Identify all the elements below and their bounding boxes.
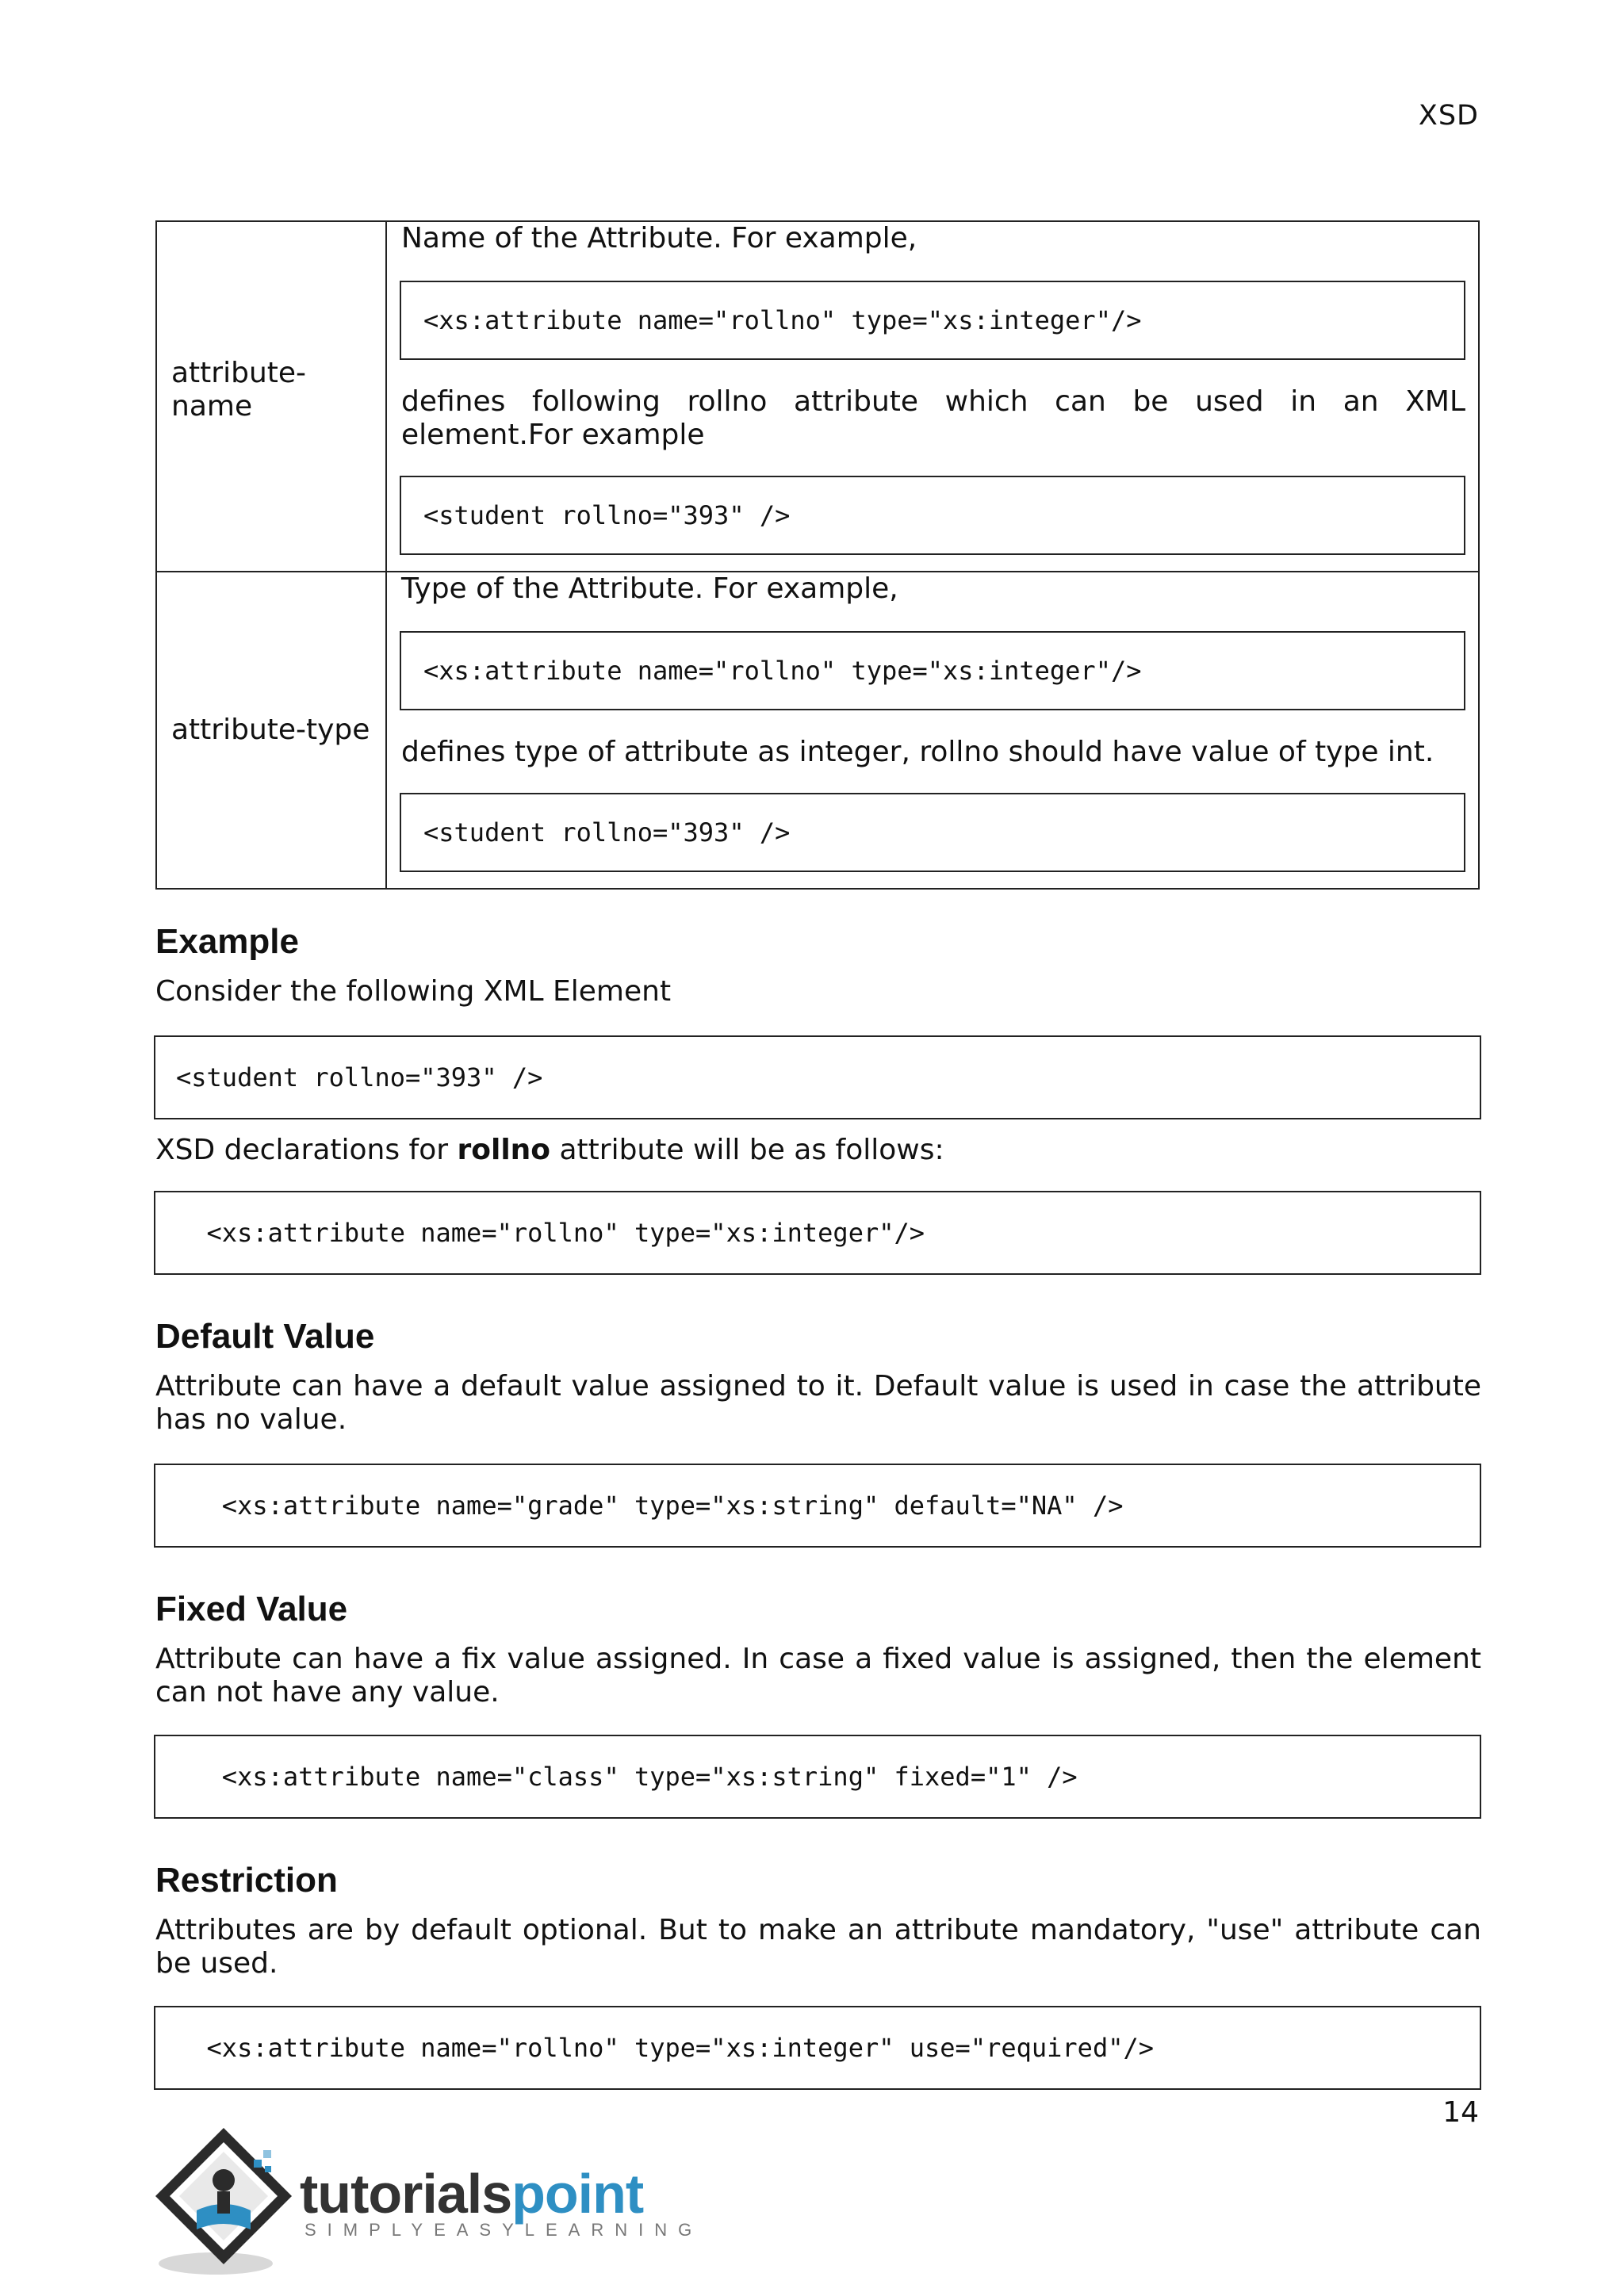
param-intro: Type of the Attribute. For example,: [401, 572, 898, 605]
restriction-section: [155, 1860, 1481, 1980]
code-block: <student rollno="393" />: [400, 793, 1465, 872]
param-description-cell: [386, 572, 1479, 889]
code-block: <xs:attribute name="rollno" type="xs:integer" use="required"/>: [154, 2006, 1481, 2090]
code-block: <xs:attribute name="grade" type="xs:string" default="NA" />: [154, 1464, 1481, 1548]
logo-wordmark: tutorialspoint: [300, 2163, 644, 2225]
param-name-cell: [156, 572, 386, 889]
param-desc: defines following rollno attribute which can be used in an XML element.For example: [401, 385, 1465, 451]
table-row: [156, 572, 1479, 889]
desc-suffix: attribute will be as follows:: [550, 1134, 944, 1166]
param-name: attribute-type: [171, 714, 370, 746]
code-block: <student rollno="393" />: [154, 1035, 1481, 1119]
section-text: Attribute can have a default value assigned to it. Default value is used in case the attribute has no value.: [155, 1370, 1481, 1436]
page-number: 14: [1442, 2096, 1479, 2129]
example-desc: [155, 1134, 1481, 1167]
code-block: <xs:attribute name="rollno" type="xs:integer"/>: [154, 1191, 1481, 1275]
section-text: Attribute can have a fix value assigned. In case a fixed value is assigned, then the element can not have any value.: [155, 1643, 1481, 1709]
param-name-cell: [156, 221, 386, 572]
section-text: Attributes are by default optional. But to make an attribute mandatory, "use" attribute can be used.: [155, 1914, 1481, 1980]
logo-tagline: SIMPLYEASYLEARNING: [304, 2220, 703, 2240]
code-block: <xs:attribute name="rollno" type="xs:integer"/>: [400, 631, 1465, 710]
section-intro: Consider the following XML Element: [155, 975, 672, 1008]
header-title: XSD: [1418, 100, 1479, 132]
code-block: <xs:attribute name="class" type="xs:string" fixed="1" />: [154, 1735, 1481, 1819]
table-row: [156, 221, 1479, 572]
logo-diamond-icon: [152, 2125, 311, 2283]
code-block: <student rollno="393" />: [400, 476, 1465, 555]
param-description-cell: [386, 221, 1479, 572]
default-value-section: [155, 1316, 1481, 1437]
param-intro: Name of the Attribute. For example,: [401, 222, 917, 254]
desc-prefix: XSD declarations for: [155, 1134, 458, 1166]
param-desc: defines type of attribute as integer, rollno should have value of type int.: [401, 736, 1434, 768]
fixed-value-section: [155, 1589, 1481, 1709]
attribute-parameter-table: [155, 220, 1480, 890]
section-heading: Default Value: [155, 1317, 375, 1356]
param-name: attribute- name: [171, 357, 307, 423]
section-heading: Example: [155, 922, 299, 961]
tutorialspoint-logo: [152, 2125, 703, 2283]
section-heading: Fixed Value: [155, 1590, 348, 1628]
code-block: <xs:attribute name="rollno" type="xs:integer"/>: [400, 281, 1465, 360]
example-section: [155, 921, 1481, 1008]
desc-bold: rollno: [457, 1134, 551, 1166]
section-heading: Restriction: [155, 1861, 338, 1900]
